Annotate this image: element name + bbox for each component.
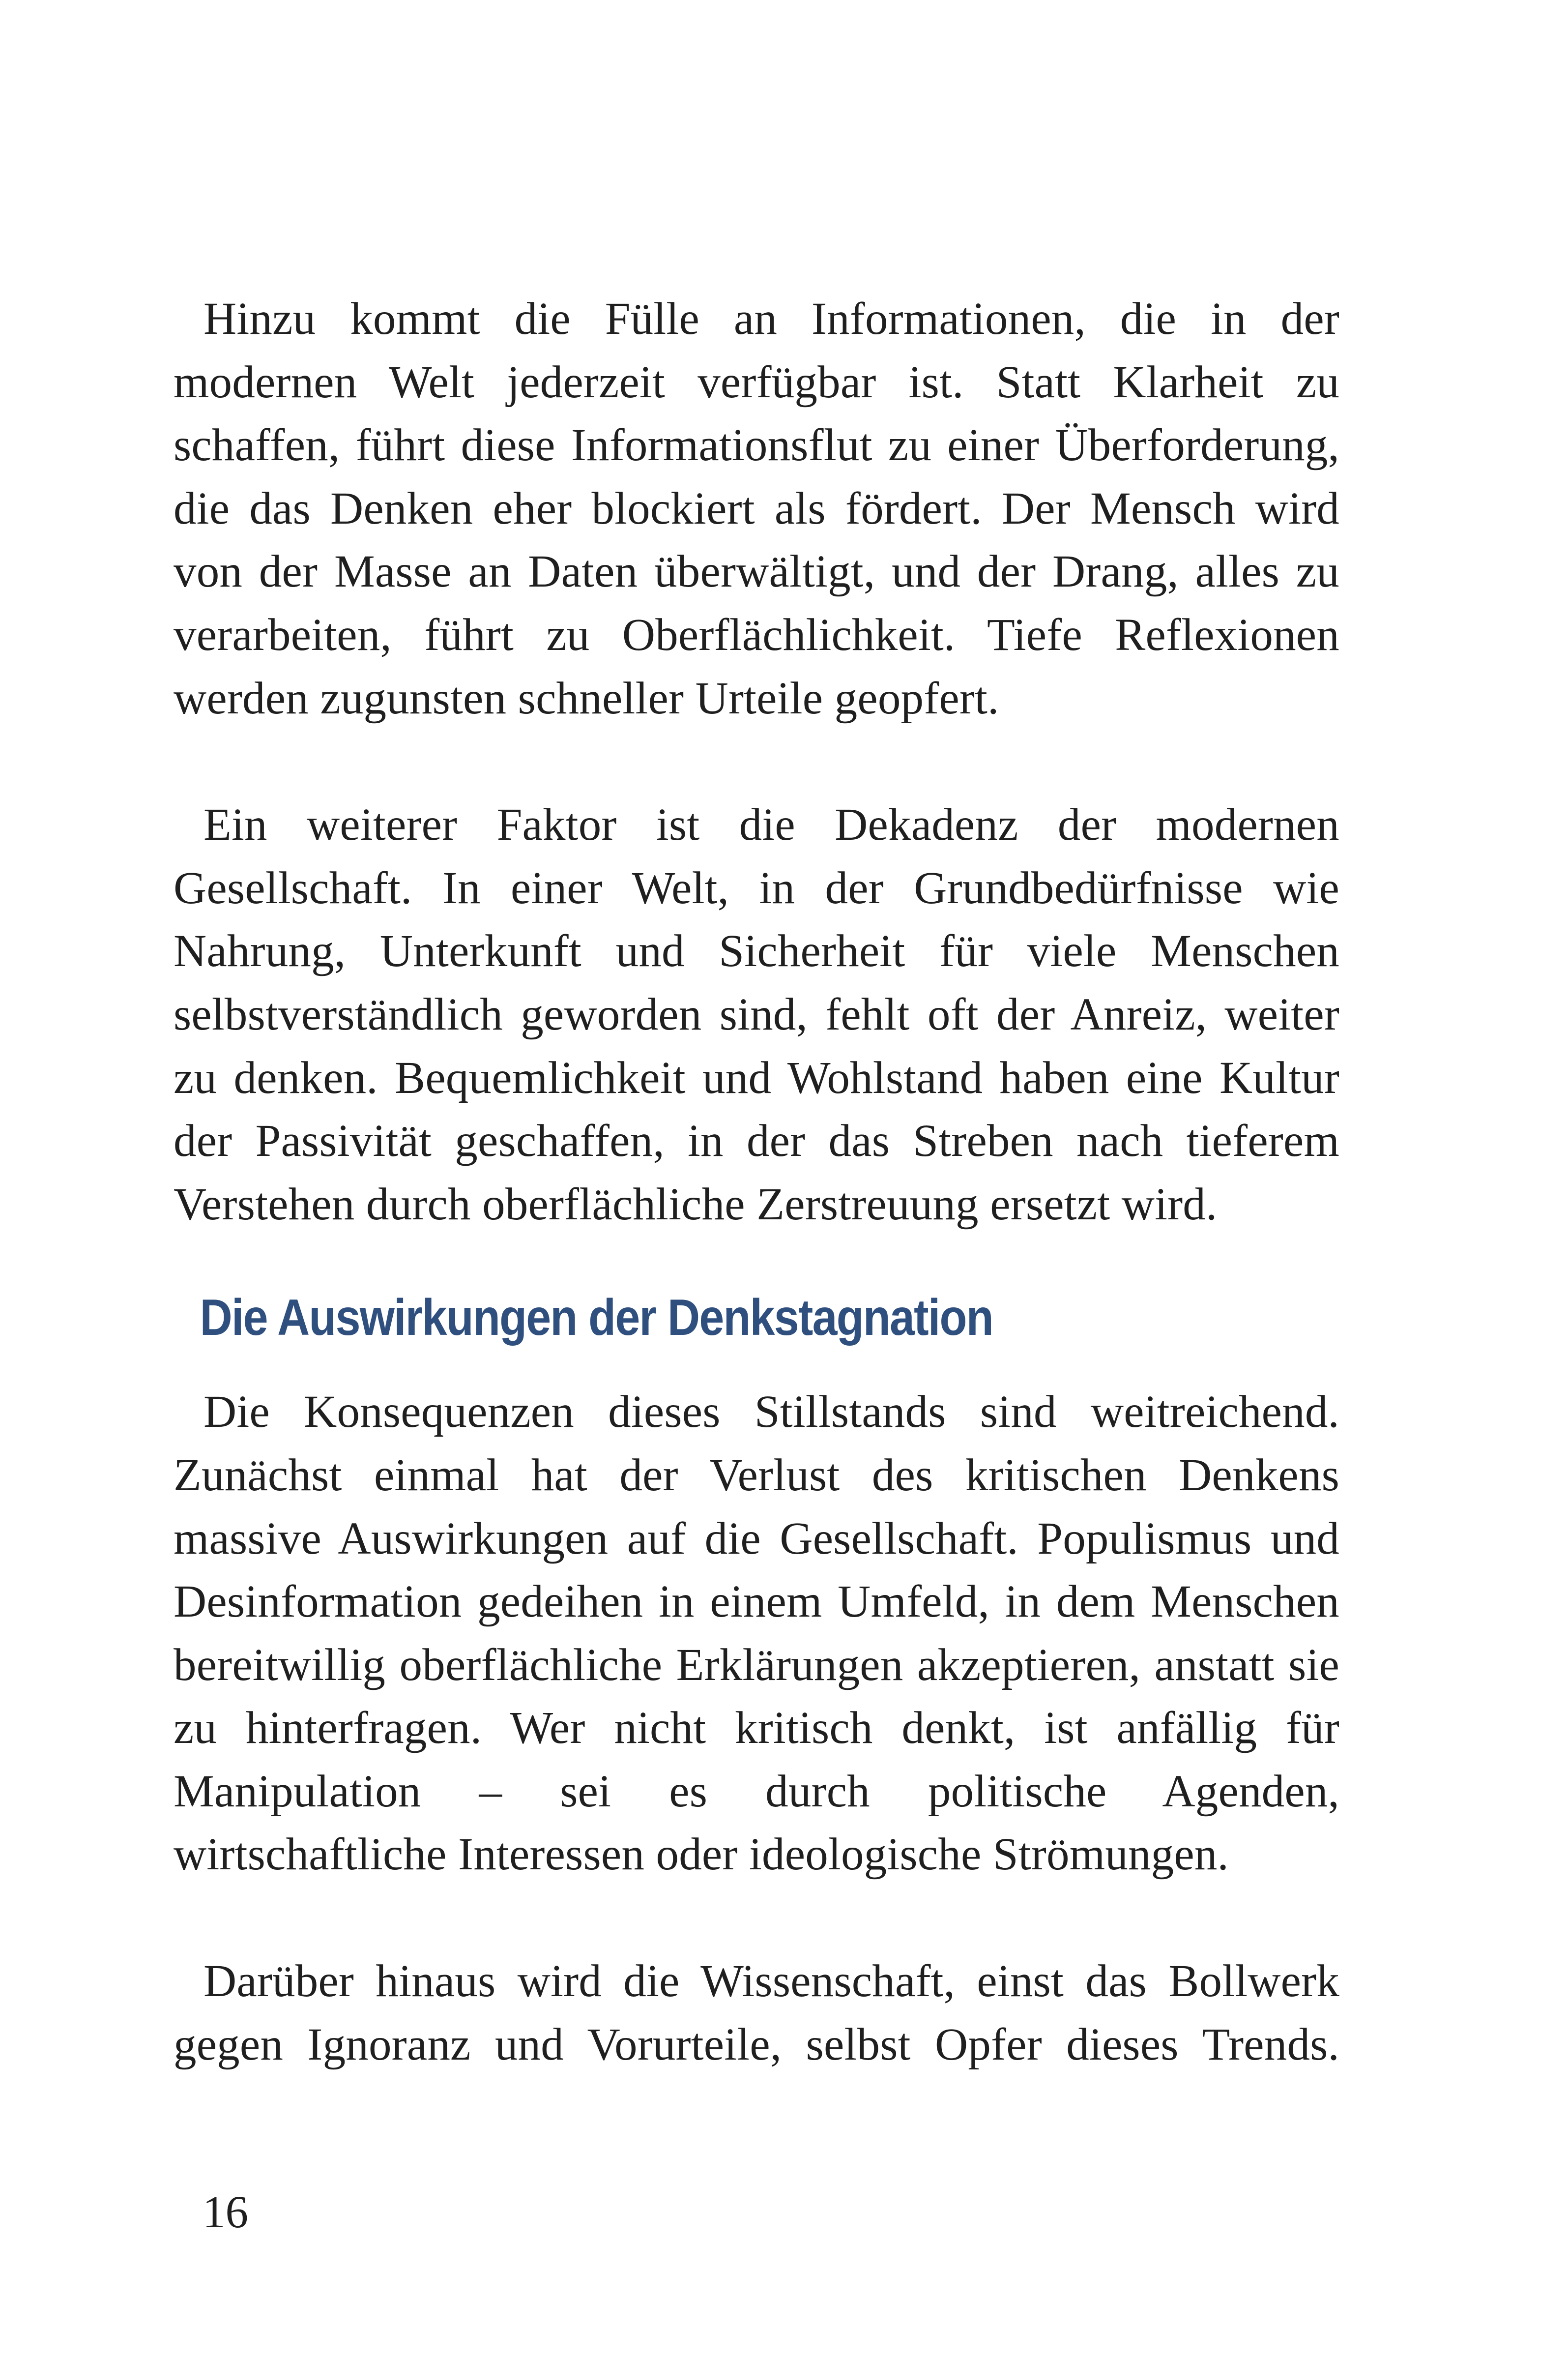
paragraph-science: Darüber hinaus wird die Wissenschaft, einst das Bollwerk gegen Ignoranz und Vorurteile, selbst Opfer dieses Trends. xyxy=(174,1956,1339,2070)
section-heading: Die Auswirkungen der Denkstagnation xyxy=(200,1289,993,1347)
paragraph-consequences: Die Konsequenzen dieses Stillstands sind weitreichend. Zunächst einmal hat der Verlust des kritischen Denkens massive Auswirkungen auf die Gesellschaft. Populismus und Desinformation gedeihen in einem Umfeld, in dem Menschen bereitwillig oberflächliche Erklärungen akzeptieren, anstatt sie zu hinterfragen. Wer nicht kritisch denkt, ist anfällig für Manipulation – sei es durch politische Agenden, wirtschaftliche Interessen oder ideologische Strömungen. xyxy=(174,1386,1339,1880)
paragraph-information-overload: Hinzu kommt die Fülle an Informationen, die in der modernen Welt jederzeit verfügbar ist. Statt Klarheit zu schaffen, führt diese Informationsflut zu einer Überforderung, die das Denken eher blockiert als fördert. Der Mensch wird von der Masse an Daten überwältigt, und der Drang, alles zu verarbeiten, führt zu Oberflächlichkeit. Tiefe Reflexionen werden zugunsten schneller Urteile geopfert. xyxy=(174,294,1339,724)
paragraph-decadence: Ein weiterer Faktor ist die Dekadenz der modernen Gesellschaft. In einer Welt, in der Grundbedürfnisse wie Nahrung, Unterkunft und Sicherheit für viele Menschen selbstverständlich geworden sind, fehlt oft der Anreiz, weiter zu denken. Bequemlichkeit und Wohlstand haben eine Kultur der Passivität geschaffen, in der das Streben nach tieferem Verstehen durch oberflächliche Zerstreuung ersetzt wird. xyxy=(174,799,1339,1230)
page-content xyxy=(174,288,1339,2076)
paragraph-spacer xyxy=(174,1887,1339,1950)
page-number: 16 xyxy=(203,2187,248,2238)
paragraph-spacer xyxy=(174,730,1339,794)
